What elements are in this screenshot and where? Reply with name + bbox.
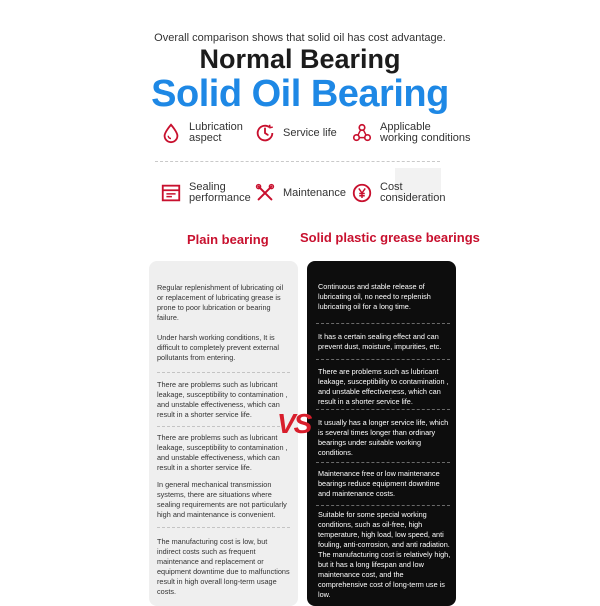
feature-label-line1: Maintenance	[283, 186, 346, 199]
vs-badge: VS	[277, 408, 311, 439]
left-cost-text: The manufacturing cost is low, but indirect costs such as frequent maintenance and replacement or equipment downtime due to malfunctions result in high overall long-term usage costs.	[157, 537, 290, 596]
feature-label-line2: performance	[189, 192, 251, 204]
wrench-icon	[254, 182, 276, 204]
right-maintenance-text: Maintenance free or low maintenance bearings reduce equipment downtime and maintenance costs.	[318, 469, 440, 498]
feature-working-conditions	[351, 122, 471, 144]
yen-icon	[351, 182, 373, 204]
droplet-icon	[160, 122, 182, 144]
right-working-text: It usually has a longer service life, which is several times longer than ordinary bearings under suitable working conditions.	[318, 418, 449, 457]
right-separator	[316, 505, 450, 506]
feature-label-line1: Sealing	[189, 181, 226, 193]
right-separator	[316, 462, 450, 463]
feature-cost	[351, 182, 445, 204]
right-separator	[316, 359, 450, 360]
feature-label-line1: Cost	[380, 181, 403, 193]
left-column-title: Plain bearing	[187, 232, 269, 247]
left-separator	[157, 426, 290, 427]
left-separator	[157, 372, 290, 373]
right-lubrication-text: Continuous and stable release of lubricating oil, no need to replenish lubricating oil for a long time.	[318, 282, 431, 311]
clock-icon	[254, 122, 276, 144]
feature-service-life	[254, 122, 337, 144]
left-working-text: There are problems such as lubricant leakage, susceptibility to contamination , and unstable effectiveness, which can result in a shorter service life.	[157, 433, 288, 472]
left-service-life-text: There are problems such as lubricant leakage, susceptibility to contamination , and unstable effectiveness, which can result in a shorter service life.	[157, 380, 288, 419]
feature-label-line2: working conditions	[380, 132, 471, 144]
left-separator	[157, 527, 290, 528]
left-sealing-text: Under harsh working conditions, It is difficult to completely prevent external pollutants from entering.	[157, 333, 279, 362]
feature-label-line2: consideration	[380, 192, 446, 204]
left-lubrication-text: Regular replenishment of lubricating oil or replacement of lubricating grease is prone to poor lubrication or bearing failure.	[157, 283, 284, 322]
right-column-title: Solid plastic grease bearings	[300, 230, 480, 245]
right-separator	[316, 409, 450, 410]
title-normal-bearing: Normal Bearing	[199, 44, 401, 74]
feature-label-line1: Applicable	[380, 121, 431, 133]
seal-icon	[160, 182, 182, 204]
feature-maintenance	[254, 182, 346, 204]
feature-label-line2: aspect	[189, 132, 222, 144]
subtitle: Overall comparison shows that solid oil has cost advantage.	[154, 32, 446, 44]
feature-label-line1: Service life	[283, 126, 337, 139]
right-separator	[316, 323, 450, 324]
left-maintenance-text: In general mechanical transmission systems, there are situations where sealing requirements are not particularly high and maintenance is convenient.	[157, 480, 287, 519]
title-solid-oil-bearing: Solid Oil Bearing	[151, 73, 449, 115]
feature-lubrication	[160, 122, 243, 144]
right-sealing-text: It has a certain sealing effect and can prevent dust, moisture, impurities, etc.	[318, 332, 442, 351]
right-service-life-text: There are problems such as lubricant leakage, susceptibility to contamination , and unstable effectiveness, which can result in a shorter service life.	[318, 367, 449, 406]
feature-label-line1: Lubrication	[189, 121, 243, 133]
nodes-icon	[351, 122, 373, 144]
right-cost-text: Suitable for some special working conditions, such as oil-free, high temperature, high load, low speed, anti fouling, anti-corrosion, and anti radiation. The manufacturing cost is relatively high, but it has a long lifespan and low maintenance cost, and the comprehensive cost of long-term use is low.	[318, 510, 451, 599]
feature-sealing	[160, 182, 251, 204]
divider	[155, 161, 440, 162]
